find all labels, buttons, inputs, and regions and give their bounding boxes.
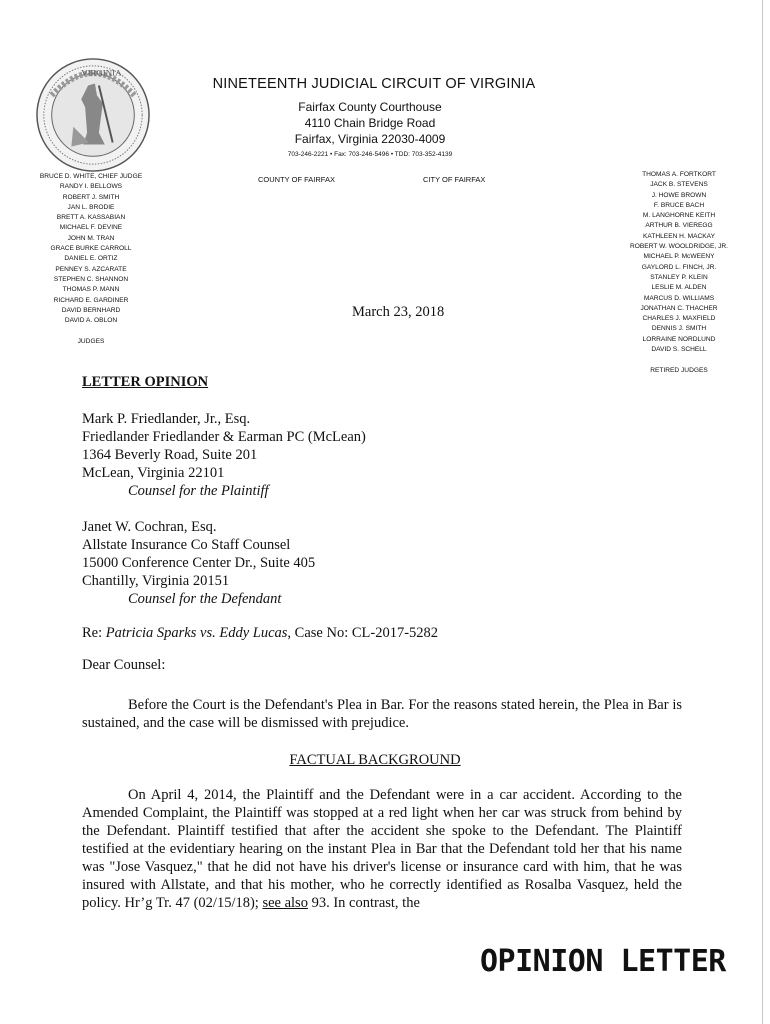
retired-judge-name: J. HOWE BROWN [651, 191, 707, 199]
facts-paragraph [82, 786, 682, 912]
retired-judge-name: M. LANGHORNE KEITH [642, 212, 716, 220]
judge-name: MICHAEL F. DEVINE [59, 224, 123, 232]
county-label: COUNTY OF FAIRFAX [258, 175, 335, 184]
re-line [82, 624, 438, 642]
page-edge-line [762, 0, 763, 1024]
letter-date: March 23, 2018 [352, 304, 445, 320]
defendant-counsel-street: 15000 Conference Center Dr., Suite 405 [82, 555, 316, 571]
retired-judge-name: F. BRUCE BACH [653, 201, 705, 209]
judge-name: STEPHEN C. SHANNON [53, 275, 129, 283]
plaintiff-counsel-firm: Friedlander Friedlander & Earman PC (McLean) [82, 429, 366, 445]
retired-judge-name: JACK B. STEVENS [650, 181, 708, 189]
defendant-counsel-address [82, 518, 315, 608]
retired-judge-name: JONATHAN C. THACHER [640, 304, 718, 312]
retired-judge-name: STANLEY P. KLEIN [650, 273, 708, 281]
re-prefix: Re: [82, 625, 106, 641]
opinion-letter-stamp: OPINION LETTER [480, 944, 726, 979]
judge-name: BRUCE D. WHITE, CHIEF JUDGE [39, 173, 143, 180]
re-case-number: , Case No: CL-2017-5282 [287, 625, 439, 641]
defendant-counsel-firm: Allstate Insurance Co Staff Counsel [82, 537, 291, 553]
defendant-counsel-name: Janet W. Cochran, Esq. [82, 519, 217, 535]
judge-name: RANDY I. BELLOWS [59, 183, 123, 191]
section-heading-factual-background: FACTUAL BACKGROUND [289, 752, 461, 768]
judge-name: GRACE BURKE CARROLL [50, 245, 132, 253]
re-case-name: Patricia Sparks vs. Eddy Lucas [105, 625, 288, 641]
retired-judge-name: MICHAEL P. McWEENY [643, 253, 715, 261]
judge-name: ROBERT J. SMITH [62, 193, 120, 201]
court-name: NINETEENTH JUDICIAL CIRCUIT OF VIRGINIA [212, 76, 536, 92]
courthouse-name: Fairfax County Courthouse [298, 100, 442, 114]
retired-judge-name: KATHLEEN H. MACKAY [643, 232, 715, 240]
plaintiff-counsel-role: Counsel for the Plaintiff [128, 483, 269, 499]
retired-judge-name: ROBERT W. WOOLDRIDGE, JR. [630, 243, 728, 251]
courthouse-city: Fairfax, Virginia 22030-4009 [294, 132, 446, 146]
plaintiff-counsel-city: McLean, Virginia 22101 [82, 465, 225, 481]
plaintiff-counsel-street: 1364 Beverly Road, Suite 201 [82, 447, 258, 463]
retired-judges-list [595, 170, 763, 377]
salutation: Dear Counsel: [82, 657, 166, 673]
retired-judge-name: DAVID S. SCHELL [651, 346, 707, 354]
defendant-counsel-role: Counsel for the Defendant [128, 591, 282, 607]
facts-paragraph-main: On April 4, 2014, the Plaintiff and the Defendant were in a car accident. According to the Amended Complaint, the Plaintiff was stopped at a red light when her car was struck from behind by the Defendant. Plaintiff testified that after the accident she spoke to the Defendant. The Plaintiff testified at the evidentiary hearing on the instant Plea in Bar that the Defendant told her that his name was "Jose Vasquez," that he did not have his driver's license or insurance card with him, that he was insured with Allstate, and that his mother, who he correctly identified as Rosalba Vasquez, held the policy. Hr’g Tr. 47 (02/15/18); [82, 787, 682, 911]
judge-name: THOMAS P. MANN [62, 286, 120, 294]
city-label: CITY OF FAIRFAX [423, 175, 486, 184]
courthouse-street: 4110 Chain Bridge Road [304, 116, 436, 130]
retired-judges-label: RETIRED JUDGES [650, 367, 708, 375]
retired-judge-name: CHARLES J. MAXFIELD [642, 315, 716, 323]
judge-name: DANIEL E. ORTIZ [64, 255, 118, 263]
judge-name: RICHARD E. GARDINER [53, 296, 129, 304]
retired-judge-name: MARCUS D. WILLIAMS [643, 294, 715, 302]
judges-label: JUDGES [77, 338, 105, 346]
virginia-seal-icon [34, 56, 152, 174]
judge-name: DAVID A. OBLON [64, 317, 118, 325]
facts-see-also: see also [262, 895, 308, 911]
defendant-counsel-city: Chantilly, Virginia 20151 [82, 573, 230, 589]
seal-text: VIRGINIA [81, 67, 122, 78]
retired-judge-name: THOMAS A. FORTKORT [642, 171, 716, 178]
court-address [150, 99, 590, 147]
retired-judge-name: GAYLORD L. FINCH, JR. [641, 263, 717, 271]
plaintiff-counsel-name: Mark P. Friedlander, Jr., Esq. [82, 411, 251, 427]
intro-paragraph-text: Before the Court is the Defendant's Plea in Bar. For the reasons stated herein, the Plea in Bar is sustained, and the case will be dismissed with prejudice. [82, 697, 682, 731]
court-phone-line: 703-246-2221 • Fax: 703-246-5496 • TDD: 703-352-4139 [287, 151, 453, 158]
judge-name: BRETT A. KASSABIAN [56, 214, 126, 222]
judge-name: DAVID BERNHARD [61, 306, 121, 314]
plaintiff-counsel-address [82, 410, 366, 500]
judge-name: JOHN M. TRAN [67, 234, 115, 242]
retired-judge-name: DENNIS J. SMITH [651, 325, 707, 333]
judge-name: PENNEY S. AZCARATE [55, 265, 127, 273]
intro-paragraph [82, 696, 682, 732]
judges-list [16, 172, 166, 348]
retired-judge-name: LESLIE M. ALDEN [651, 284, 707, 292]
facts-paragraph-tail: 93. In contrast, the [307, 895, 420, 911]
letter-heading: LETTER OPINION [82, 374, 209, 390]
retired-judge-name: ARTHUR B. VIEREGG [645, 222, 713, 230]
judge-name: JAN L. BRODIE [67, 203, 115, 211]
retired-judge-name: LORRAINE NORDLUND [642, 335, 716, 343]
